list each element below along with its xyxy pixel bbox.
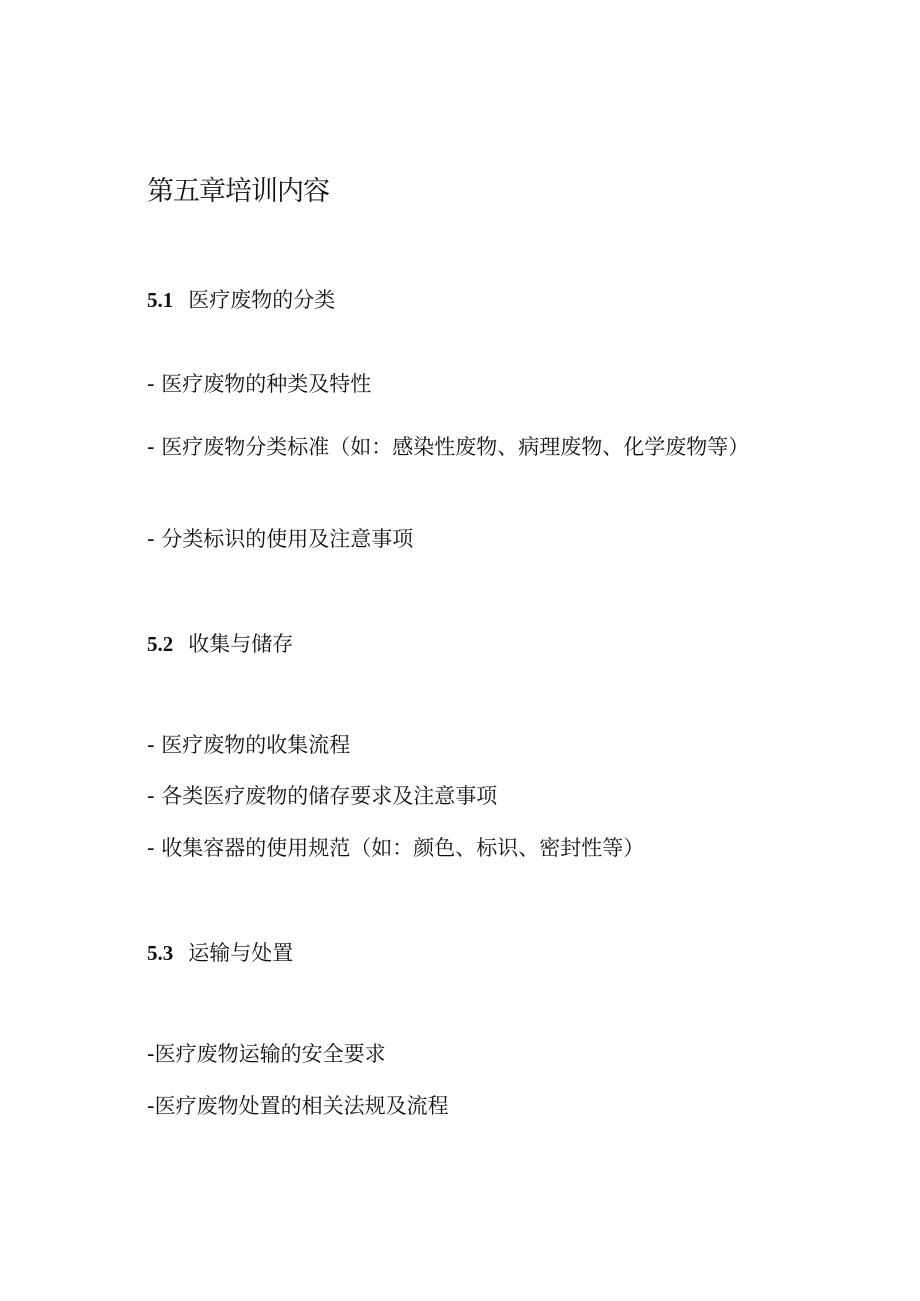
section-number: 5.1 (147, 288, 174, 312)
section-heading-5-1 (147, 285, 335, 315)
list-item-wrapped: - 医疗废物分类标准（如：感染性废物、病理废物、化学废物等） (147, 435, 750, 459)
list-item: - 各类医疗废物的储存要求及注意事项 (147, 784, 498, 808)
list-item: - 收集容器的使用规范（如：颜色、标识、密封性等） (147, 836, 645, 860)
list-item: -医疗废物处置的相关法规及流程 (147, 1094, 449, 1118)
section-heading-5-3 (147, 938, 293, 968)
section-title: 运输与处置 (188, 941, 294, 965)
section-title: 收集与储存 (188, 632, 294, 656)
list-item: -医疗废物运输的安全要求 (147, 1042, 386, 1066)
chapter-title: 第五章培训内容 (147, 176, 329, 207)
section-number: 5.2 (147, 632, 174, 656)
list-item: - 医疗废物的种类及特性 (147, 372, 372, 396)
section-heading-5-2 (147, 629, 293, 659)
list-item: - 医疗废物的收集流程 (147, 733, 351, 757)
section-title: 医疗废物的分类 (188, 288, 336, 312)
section-number: 5.3 (147, 941, 174, 965)
list-item: - 分类标识的使用及注意事项 (147, 527, 414, 551)
